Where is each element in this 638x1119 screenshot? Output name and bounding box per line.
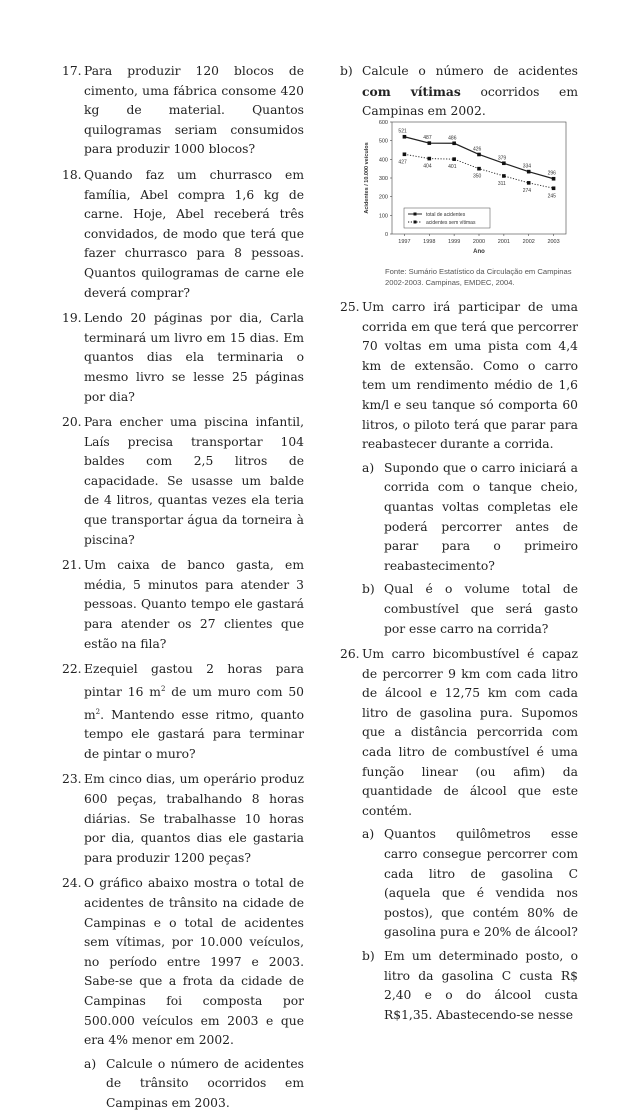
data-point-0 xyxy=(552,177,556,181)
question-22 xyxy=(62,660,304,764)
source-line-2: 2002-2003. Campinas, EMDEC, 2004. xyxy=(385,278,515,287)
subquestion-text-bold: com vítimas xyxy=(362,83,461,99)
x-axis-label: Ano xyxy=(473,249,485,255)
question-25 xyxy=(340,298,578,639)
y-tick-label: 600 xyxy=(378,120,388,126)
question-text: Para produzir 120 blocos de cimento, uma fábrica consome 420 kg de material. Quantos quilogramas seriam consumidos para produzir 1000 blocos? xyxy=(84,64,304,157)
question-text: Um carro bicombustível é capaz de percorrer 9 km com cada litro de álcool e 12,75 km com cada litro de gasolina pura. Supomos que a distância percorrida com cada litro de combustível é uma função linear (ou afim) da quantidade de álcool que este contém. xyxy=(362,647,578,818)
question-20 xyxy=(62,413,304,550)
y-axis-label: Acidentes / 10.000 veículos xyxy=(364,142,370,214)
x-tick-label: 2002 xyxy=(522,239,535,245)
data-label-1: 404 xyxy=(423,163,432,170)
y-tick-label: 200 xyxy=(378,194,388,201)
legend-label-1: acidentes sem vítimas xyxy=(426,220,476,226)
x-tick-label: 2003 xyxy=(547,239,560,245)
data-label-0: 486 xyxy=(448,135,457,142)
y-tick-label: 100 xyxy=(378,213,388,220)
data-point-1 xyxy=(403,152,407,156)
subquestion-25b xyxy=(362,580,578,639)
legend-marker-0 xyxy=(414,213,417,216)
data-label-1: 427 xyxy=(398,159,407,166)
right-column-lower xyxy=(340,298,578,1031)
question-text: Para encher uma piscina infantil, Laís precisa transportar 104 baldes com 2,5 litros de capacidade. Se usasse um balde de 4 litros, quantas vezes ela teria que transportar água da torneira à piscina? xyxy=(84,415,304,547)
question-19 xyxy=(62,309,304,407)
y-tick-label: 0 xyxy=(384,232,388,238)
question-18 xyxy=(62,166,304,303)
subquestion-24a xyxy=(84,1055,304,1114)
data-label-1: 274 xyxy=(522,187,532,194)
question-number: 23. xyxy=(62,772,82,787)
superscript: 2 xyxy=(160,684,166,693)
question-number: 20. xyxy=(62,415,82,430)
question-24 xyxy=(62,874,304,1113)
y-tick-label: 300 xyxy=(378,176,388,182)
data-point-0 xyxy=(452,141,456,145)
data-point-0 xyxy=(502,161,506,165)
subquestion-label: b) xyxy=(362,582,375,597)
x-tick-label: 1999 xyxy=(448,239,461,245)
data-point-1 xyxy=(452,157,456,161)
question-number: 19. xyxy=(62,311,82,326)
subquestion-text-pre: Calcule o número de acidentes xyxy=(362,64,578,78)
question-text: O gráfico abaixo mostra o total de acidentes de trânsito na cidade de Campinas e o total de acidentes sem vítimas, por 10.000 veículos, no período entre 1997 e 2003. Sabe-se que a frota da cidade de Campinas foi composta por 500.000 veículos em 2003 e que era 4% menor em 2002. xyxy=(84,876,304,1048)
data-point-1 xyxy=(552,186,556,190)
data-point-1 xyxy=(527,181,531,185)
subquestion-text: Em um determinado posto, o litro da gasolina C custa R$ 2,40 e o do álcool custa R$1,35. Abastecendo-se nesse xyxy=(384,949,578,1022)
series-line-1 xyxy=(404,154,553,188)
question-number: 25. xyxy=(340,300,360,314)
question-number: 17. xyxy=(62,64,82,78)
data-label-0: 334 xyxy=(522,163,532,170)
data-label-1: 245 xyxy=(547,193,556,200)
right-column xyxy=(340,62,578,122)
subquestion-label: a) xyxy=(362,827,375,842)
data-label-1: 350 xyxy=(473,173,482,180)
data-point-1 xyxy=(502,174,506,178)
question-number: 21. xyxy=(62,558,82,573)
subquestion-label: a) xyxy=(362,460,375,475)
question-number: 24. xyxy=(62,876,82,891)
data-label-0: 296 xyxy=(547,170,556,177)
question-text: Lendo 20 páginas por dia, Carla terminará um livro em 15 dias. Em quantos dias ela terminaria o mesmo livro se lesse 25 páginas por dia? xyxy=(84,311,304,404)
x-tick-label: 2001 xyxy=(497,239,510,245)
source-line-1: Fonte: Sumário Estatístico da Circulação em Campinas xyxy=(385,267,572,276)
legend-marker-1 xyxy=(414,221,417,224)
data-label-1: 311 xyxy=(497,180,506,187)
question-text-b: de um muro com 50 m xyxy=(84,684,304,722)
subquestion-26a xyxy=(362,825,578,943)
data-point-0 xyxy=(427,141,431,145)
data-label-0: 426 xyxy=(473,146,482,153)
data-point-0 xyxy=(527,170,531,174)
chart-source xyxy=(385,266,585,288)
question-number: 22. xyxy=(62,662,82,677)
question-text-c: . Mantendo esse ritmo, quanto tempo ele gastará para terminar de pintar o muro? xyxy=(84,707,304,761)
subquestion-26b xyxy=(362,947,578,1025)
subquestion-25a xyxy=(362,459,578,577)
data-label-0: 487 xyxy=(423,135,432,142)
question-number: 18. xyxy=(62,167,82,182)
subquestion-label: b) xyxy=(362,949,375,963)
data-point-0 xyxy=(403,135,407,139)
accidents-line-chart xyxy=(354,114,574,264)
question-number: 26. xyxy=(340,647,360,662)
question-text: Em cinco dias, um operário produz 600 peças, trabalhando 8 horas diárias. Se trabalhasse 10 horas por dia, quantos dias ele gastaria para produzir 1200 peças? xyxy=(84,772,304,865)
subquestion-text-post: ocorridos em Campinas em 2002. xyxy=(362,84,578,119)
x-tick-label: 1998 xyxy=(423,239,436,245)
data-point-1 xyxy=(427,157,431,161)
data-label-0: 521 xyxy=(398,128,407,135)
question-26 xyxy=(340,645,578,1025)
question-text-a: Ezequiel gastou 2 horas para pintar 16 m xyxy=(84,662,304,699)
legend-label-0: total de acidentes xyxy=(426,212,466,218)
superscript: 2 xyxy=(95,707,101,716)
data-point-0 xyxy=(477,153,481,157)
left-column xyxy=(62,62,304,1119)
question-17 xyxy=(62,62,304,160)
question-text: Quando faz um churrasco em família, Abel compra 1,6 kg de carne. Hoje, Abel receberá três convidados, de modo que terá que fazer churrasco para 8 pessoas. Quantos quilogramas de carne ele deverá comprar? xyxy=(84,167,304,300)
subquestion-text: Quantos quilômetros esse carro consegue percorrer com cada litro de gasolina C (aquela que é vendida nos postos), que contém 80% de gasolina pura e 20% de álcool? xyxy=(384,827,578,940)
question-text: Um caixa de banco gasta, em média, 5 minutos para atender 3 pessoas. Quanto tempo ele gastará para atender os 27 clientes que estão na fila? xyxy=(84,558,304,651)
x-tick-label: 2000 xyxy=(472,239,486,245)
question-21 xyxy=(62,556,304,654)
subquestion-24b xyxy=(340,62,578,122)
subquestion-label: a) xyxy=(84,1056,97,1071)
subquestion-label: b) xyxy=(340,64,353,78)
data-label-1: 401 xyxy=(448,164,457,171)
y-tick-label: 500 xyxy=(378,138,388,145)
question-text: Um carro irá participar de uma corrida em que terá que percorrer 70 voltas em uma pista com 4,4 km de extensão. Como o carro tem um rendimento médio de 1,6 km/l e seu tanque só comporta 60 litros, o piloto terá que parar para reabastecer durante a corrida. xyxy=(362,300,578,452)
x-tick-label: 1997 xyxy=(398,239,411,245)
subquestion-text: Calcule o número de acidentes de trânsito ocorridos em Campinas em 2003. xyxy=(106,1056,304,1110)
data-point-1 xyxy=(477,167,481,171)
y-tick-label: 400 xyxy=(378,157,388,164)
question-23 xyxy=(62,770,304,868)
data-label-0: 379 xyxy=(497,155,507,162)
subquestion-text: Qual é o volume total de combustível que será gasto por esse carro na corrida? xyxy=(384,582,578,636)
subquestion-text: Supondo que o carro iniciará a corrida com o tanque cheio, quantas voltas completas ele poderá percorrer antes de parar para o primeiro reabastecimento? xyxy=(384,460,578,573)
